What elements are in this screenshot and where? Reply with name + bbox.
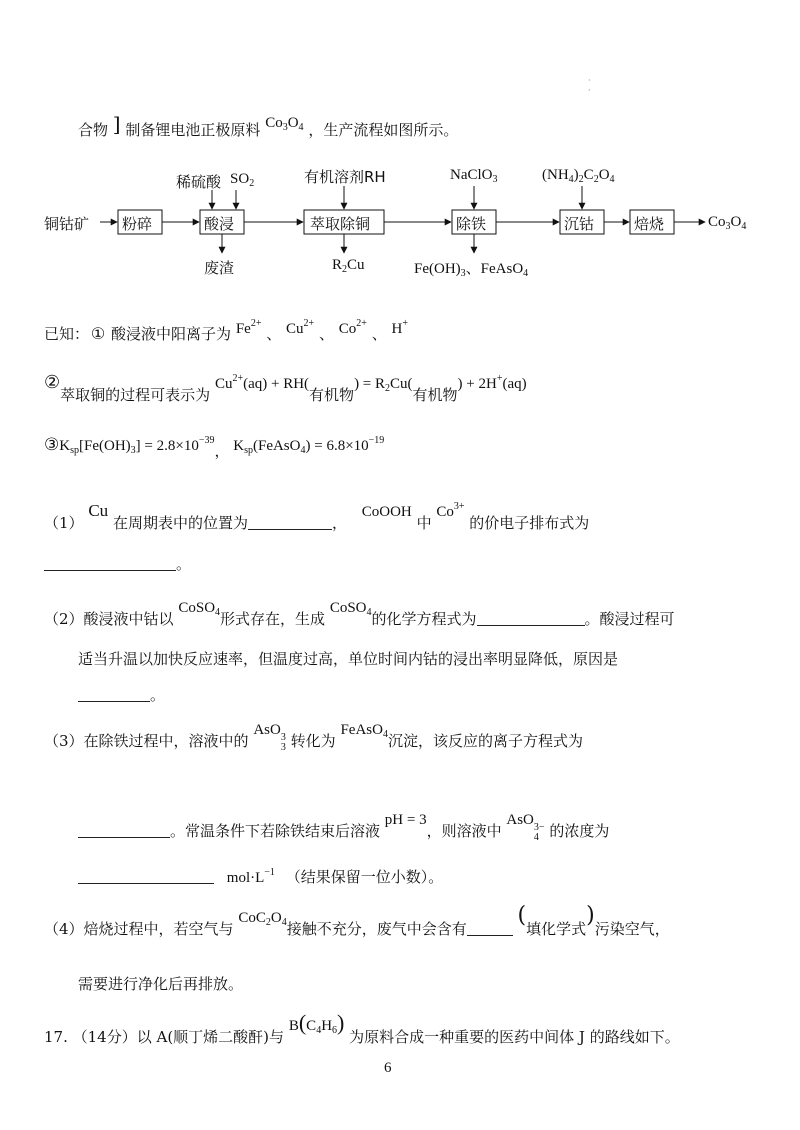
question-2-line-3 bbox=[78, 684, 165, 705]
q3-text-2: 转化为 bbox=[290, 732, 336, 750]
page-number: 6 bbox=[384, 1060, 392, 1076]
q4-paren-left: ( bbox=[517, 903, 527, 928]
q17-number: 17. bbox=[44, 1028, 68, 1046]
q3-aso4: AsO 3− 4 bbox=[506, 812, 545, 843]
ion-co: $Co^{2+}$ bbox=[338, 318, 367, 337]
q4-paren-right: ) bbox=[586, 903, 595, 928]
q3-text-6: 的浓度为 bbox=[549, 822, 610, 840]
known-num-1: ① bbox=[90, 324, 106, 343]
ion-h: H+ bbox=[391, 318, 408, 337]
known-item-1 bbox=[44, 318, 408, 344]
q1-cu: Cu bbox=[88, 501, 109, 520]
q1-end: 。 bbox=[176, 555, 192, 573]
q3-aso3: AsO 3 3 bbox=[253, 722, 286, 753]
q3-blank-1[interactable] bbox=[78, 823, 170, 838]
q4-hint: 填化学式 bbox=[526, 920, 587, 938]
intro-text-middle: 制备锂电池正极原料 bbox=[125, 121, 261, 139]
input-ammonium-oxalate: $(NH_4)_2C_2O_4$ bbox=[542, 167, 615, 185]
question-4-line-1 bbox=[44, 903, 670, 938]
question-2-line-2: 适当升温以加快反应速率，但温度过高，单位时间内钴的浸出率明显降低，原因是 bbox=[78, 650, 619, 668]
question-4-line-2: 需要进行净化后再排放。 bbox=[78, 975, 244, 993]
box-label-roast: 焙烧 bbox=[634, 215, 665, 233]
q2-blank-1[interactable] bbox=[477, 611, 585, 626]
q2-text-3: 的化学方程式为 bbox=[371, 610, 477, 628]
q3-ph: pH = 3 bbox=[384, 812, 427, 828]
known-text-1: 酸浸液中阳离子为 bbox=[111, 325, 232, 343]
output-r2cu: $R_2Cu$ bbox=[332, 257, 365, 275]
q1-blank-2[interactable] bbox=[44, 556, 176, 571]
known-num-3: ③ bbox=[44, 435, 60, 454]
intro-text-left: 合物 bbox=[78, 121, 109, 139]
box-label-remove-fe: 除铁 bbox=[456, 215, 487, 233]
sep-3: 、 bbox=[371, 325, 387, 343]
question-17 bbox=[44, 1010, 680, 1046]
q1-number: （1） bbox=[44, 514, 84, 532]
sep-1: 、 bbox=[266, 325, 282, 343]
question-3-line-2 bbox=[78, 808, 609, 843]
q2-text-4: 。酸浸过程可 bbox=[584, 610, 675, 628]
q1-text-1: 在周期表中的位置为 bbox=[112, 514, 248, 532]
q1-blank-1[interactable] bbox=[248, 515, 332, 530]
box-label-precip-co: 沉钴 bbox=[564, 215, 595, 233]
extract-equation: $Cu^{2+}(aq) + RH$(有机物) = $R_2Cu$(有机物) + 2H+(aq) bbox=[214, 373, 527, 404]
q1-text-2: 的价电子排布式为 bbox=[469, 514, 590, 532]
q3-text-1: 在除铁过程中，溶液中的 bbox=[83, 732, 249, 750]
known-item-2 bbox=[44, 372, 527, 404]
intro-text-right: ，生产流程如图所示。 bbox=[308, 121, 459, 139]
input-so2: $SO_2$ bbox=[230, 171, 255, 189]
corner-dots: · · bbox=[588, 76, 591, 95]
output-fe-products: $Fe(OH)_3$、FeAsO$_4$ bbox=[414, 261, 529, 279]
question-3-line-1 bbox=[44, 718, 583, 753]
box-label-extract-cu: 萃取除铜 bbox=[310, 215, 371, 233]
q4-blank[interactable] bbox=[467, 921, 513, 936]
q2-coso4-b: CoSO$_4$ bbox=[329, 600, 372, 618]
ion-cu: $Cu^{2+}$ bbox=[286, 318, 315, 337]
box-label-acid-leach: 酸浸 bbox=[204, 215, 235, 233]
ion-fe: $Fe^{2+}$ bbox=[235, 318, 262, 337]
q1-zhong: 中 bbox=[416, 514, 432, 532]
q2-text-2: 形式存在，生成 bbox=[220, 610, 326, 628]
q1-co3: $Co^{3+}$ bbox=[436, 501, 465, 520]
question-1-line-1 bbox=[44, 500, 590, 532]
sep-2: 、 bbox=[318, 325, 334, 343]
input-naclo3: NaClO$_3$ bbox=[450, 167, 498, 185]
intro-formula: $Co_3O_4$ bbox=[265, 115, 304, 133]
q17-b-formula: $B(C_4H_6)$ bbox=[288, 1010, 345, 1036]
q1-cooh: CoOOH bbox=[361, 504, 412, 520]
q2-coso4-a: CoSO$_4$ bbox=[178, 600, 221, 618]
q3-text-5: ，则溶液中 bbox=[426, 822, 502, 840]
intro-bracket: ] bbox=[112, 112, 121, 136]
q3-feaso4: FeAsO$_4$ bbox=[340, 722, 388, 740]
q4-text-1: 焙烧过程中，若空气与 bbox=[83, 920, 234, 938]
intro-line bbox=[78, 112, 458, 140]
known-num-2: ② bbox=[44, 372, 61, 393]
question-3-line-3 bbox=[78, 866, 443, 887]
input-sulfuric-acid: 稀硫酸 bbox=[176, 173, 222, 191]
box-label-crush: 粉碎 bbox=[122, 215, 153, 233]
q4-coc2o4: $CoC_2O_4$ bbox=[238, 910, 287, 928]
q2-end: 。 bbox=[150, 686, 166, 704]
q4-number: （4） bbox=[44, 920, 84, 938]
q3-text-7: （结果保留一位小数）。 bbox=[285, 868, 444, 886]
eq-organic-2: 有机物 bbox=[412, 388, 458, 404]
flow-end-label: $Co_3O_4$ bbox=[708, 214, 747, 232]
q17-text-2: 为原料合成一种重要的医药中间体 J 的路线如下。 bbox=[349, 1028, 680, 1046]
q4-text-3: 污染空气， bbox=[594, 920, 670, 938]
q3-blank-2[interactable] bbox=[78, 869, 214, 884]
q3-text-3: 沉淀，该反应的离子方程式为 bbox=[387, 732, 583, 750]
q17-text-1: （14分）以 A(顺丁烯二酸酐)与 bbox=[72, 1028, 285, 1046]
known-text-2: 萃取铜的过程可表示为 bbox=[60, 386, 211, 404]
eq-organic-1: 有机物 bbox=[309, 388, 355, 404]
question-1-line-2 bbox=[44, 553, 191, 574]
q4-text-2: 接触不充分，废气中会含有 bbox=[286, 920, 467, 938]
flow-start-label: 铜钴矿 bbox=[44, 215, 90, 233]
q2-blank-2[interactable] bbox=[78, 687, 150, 702]
q2-number: （2） bbox=[44, 610, 84, 628]
q1-comma: ， bbox=[331, 514, 347, 532]
known-label: 已知： bbox=[44, 325, 90, 343]
output-waste-residue: 废渣 bbox=[204, 259, 235, 277]
q3-number: （3） bbox=[44, 732, 84, 750]
q2-text-1: 酸浸液中钴以 bbox=[83, 610, 174, 628]
q3-unit: $mol\cdot L^{-1}$ bbox=[226, 867, 275, 886]
input-organic-solvent: 有机溶剂RH bbox=[304, 168, 386, 186]
known-item-3: $③K_{sp}[Fe(OH)_3] = 2.8\times 10^{-39}$， $K_{sp}(FeAsO_4) = 6.8\times 10^{-19}$ bbox=[44, 435, 385, 460]
q3-text-4: 。常温条件下若除铁结束后溶液 bbox=[170, 822, 381, 840]
question-2-line-1 bbox=[44, 596, 675, 628]
